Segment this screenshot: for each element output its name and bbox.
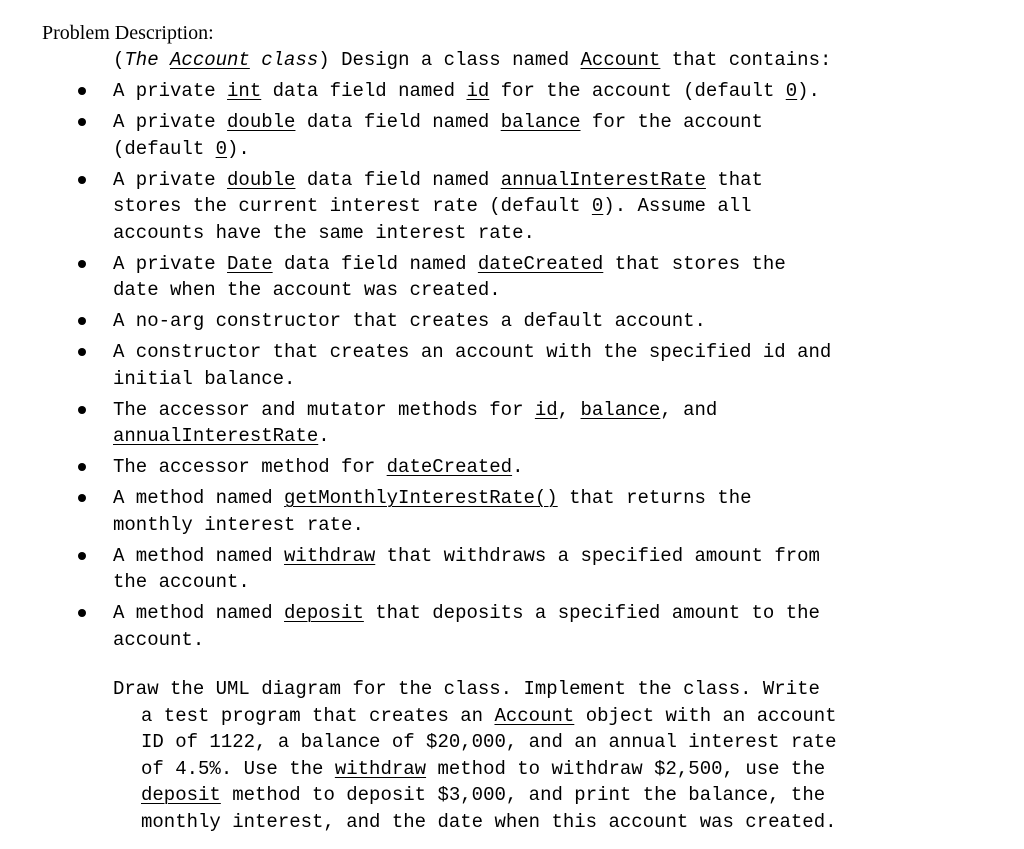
- text-segment: for the account (default: [489, 80, 786, 102]
- text-segment: The accessor and mutator methods for: [113, 398, 535, 421]
- text-segment: .: [318, 425, 330, 447]
- bullet-dot: [78, 494, 86, 502]
- text-segment: A private: [113, 80, 228, 102]
- bullet-dot: [78, 317, 86, 325]
- underlined-term: annualInterestRate: [500, 168, 706, 191]
- text-segment: for the account (default: [113, 111, 763, 160]
- bullet-dot: [78, 609, 86, 617]
- text-segment: object with an account ID of 1122, a balance of $20,000, and an annual interest rate of 4.5%. Use the: [141, 704, 837, 780]
- underlined-term: withdraw: [334, 757, 427, 780]
- intro-line: [113, 47, 831, 74]
- requirements-list: [0, 78, 1010, 658]
- underlined-term: double: [227, 111, 296, 133]
- intro-title: The Account class: [124, 49, 319, 71]
- underlined-term: Date: [227, 252, 273, 275]
- underlined-term: balance: [580, 398, 661, 421]
- intro-open: (: [113, 49, 125, 71]
- text-segment: ).: [227, 137, 250, 160]
- text-segment: that deposits a specified amount to the account.: [113, 602, 820, 651]
- bullet-dot: [78, 118, 86, 126]
- text-segment: that stores the current interest rate (default: [113, 168, 763, 217]
- text-segment: A constructor that creates an account with the specified id and initial balance.: [113, 341, 832, 390]
- text-segment: A no-arg constructor that creates a default account.: [113, 310, 706, 332]
- bullet-dot: [78, 348, 86, 356]
- underlined-term: deposit: [141, 784, 221, 806]
- text-segment: that returns the monthly interest rate.: [113, 487, 752, 536]
- underlined-term: 0: [785, 80, 798, 102]
- underlined-term: int: [227, 80, 262, 102]
- underlined-term: double: [227, 168, 296, 191]
- bullet-dot: [78, 406, 86, 414]
- underlined-term: withdraw: [284, 544, 376, 567]
- requirement-item: [0, 78, 1010, 105]
- text-segment: ). Assume all accounts have the same interest rate.: [113, 195, 752, 244]
- underlined-term: dateCreated: [386, 456, 513, 478]
- bullet-dot: [78, 552, 86, 560]
- underlined-term: Account: [494, 704, 575, 727]
- underlined-term: balance: [500, 111, 581, 133]
- requirement-item: [0, 109, 1010, 162]
- intro-class-name: Account: [580, 49, 661, 71]
- requirement-item: [0, 308, 1010, 335]
- requirement-item: [0, 485, 1010, 538]
- text-segment: that stores the date when the account was created.: [113, 252, 786, 301]
- intro-tail: that contains:: [660, 49, 832, 71]
- requirement-item: [0, 600, 1010, 653]
- text-segment: method to withdraw $2,500, use the: [437, 757, 826, 780]
- requirement-item: [0, 397, 1010, 450]
- bullet-dot: [78, 260, 86, 268]
- text-segment: .: [512, 456, 524, 478]
- problem-heading: Problem Description:: [42, 22, 214, 44]
- task-rest: [113, 703, 1013, 836]
- text-segment: A method named: [113, 487, 285, 509]
- text-segment: that withdraws a specified amount from the account.: [113, 544, 820, 593]
- underlined-term: getMonthlyInterestRate(): [284, 487, 558, 509]
- requirement-item: [0, 454, 1010, 481]
- bullet-dot: [78, 87, 86, 95]
- text-segment: , and: [660, 398, 718, 421]
- underlined-term: id: [466, 80, 490, 102]
- underlined-term: id: [534, 398, 558, 421]
- text-segment: A private: [113, 168, 228, 191]
- text-segment: A method named: [113, 544, 285, 567]
- requirement-item: [0, 167, 1010, 247]
- underlined-term: 0: [591, 195, 604, 217]
- text-segment: data field named: [272, 252, 478, 275]
- text-segment: A method named: [113, 602, 285, 624]
- bullet-dot: [78, 463, 86, 471]
- text-segment: data field named: [261, 80, 467, 102]
- text-segment: A private: [113, 111, 228, 133]
- underlined-term: deposit: [284, 602, 364, 624]
- underlined-term: dateCreated: [477, 252, 604, 275]
- text-segment: ).: [797, 80, 820, 102]
- requirement-item: [0, 251, 1010, 304]
- text-segment: data field named: [295, 168, 501, 191]
- text-segment: The accessor method for: [113, 456, 387, 478]
- task-paragraph: [113, 676, 1013, 835]
- intro-close: ) Design a class named: [318, 49, 581, 71]
- text-segment: data field named: [295, 111, 501, 133]
- underlined-term: 0: [215, 137, 228, 160]
- underlined-term: annualInterestRate: [113, 425, 319, 447]
- requirement-item: [0, 543, 1010, 596]
- bullet-dot: [78, 176, 86, 184]
- text-segment: A private: [113, 252, 228, 275]
- requirement-item: [0, 339, 1010, 392]
- task-first-line: Draw the UML diagram for the class. Implement the class. Write: [113, 678, 820, 700]
- text-segment: a test program that creates an: [141, 704, 495, 727]
- text-segment: ,: [557, 398, 581, 421]
- text-segment: method to deposit $3,000, and print the balance, the monthly interest, and the date when this account was created.: [141, 784, 837, 833]
